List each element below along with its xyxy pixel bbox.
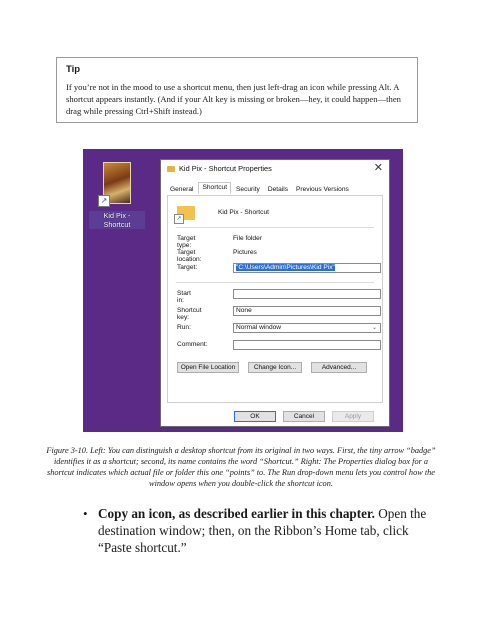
shortcut-panel [167, 195, 383, 403]
folder-icon [177, 206, 195, 220]
tip-box [56, 57, 418, 123]
target-location-label: Target location: [177, 249, 202, 263]
divider [176, 282, 374, 283]
start-in-label: Start in: [177, 290, 191, 304]
desktop-label-line1: Kid Pix - [103, 211, 131, 220]
comment-label: Comment: [177, 341, 208, 348]
target-label: Target: [177, 264, 198, 271]
bullet-bold-text: Copy an icon, as described earlier in this chapter. [98, 506, 375, 521]
tip-body: If you’re not in the mood to use a shortcut menu, then just left-drag an icon while pressing Alt. A shortcut appears instantly. (And if your Alt key is missing or broken—hey, it could happen—then drag while pressing Ctrl+Shift instead.) [66, 82, 401, 116]
bullet-dot: • [83, 506, 88, 521]
tab-previous-versions[interactable]: Previous Versions [296, 186, 349, 193]
dialog-titlebar [161, 160, 389, 178]
tab-strip [167, 184, 354, 194]
ok-button[interactable]: OK [234, 411, 276, 422]
properties-dialog [160, 159, 390, 427]
shortcut-arrow-badge-icon: ↗ [98, 195, 110, 207]
bullet-text: Open the destination window; then, on the Ribbon’s Home tab, click “Paste shortcut.” [98, 506, 427, 555]
target-type-label: Target type: [177, 235, 196, 249]
bullet-item [83, 505, 428, 556]
run-value: Normal window [236, 324, 282, 331]
close-icon[interactable]: ✕ [373, 162, 383, 174]
shortcut-name: Kid Pix - Shortcut [218, 209, 269, 216]
tab-details[interactable]: Details [267, 186, 289, 193]
target-location-value: Pictures [233, 249, 257, 256]
chevron-down-icon: ⌄ [371, 325, 377, 331]
cancel-button[interactable]: Cancel [283, 411, 325, 422]
target-value: "C:\Users\Admin\Pictures\Kid Pix" [236, 264, 335, 271]
change-icon-button[interactable]: Change Icon... [248, 362, 302, 373]
run-label: Run: [177, 324, 191, 331]
desktop-label-line2: Shortcut [103, 220, 131, 229]
tab-general[interactable]: General [170, 186, 194, 193]
target-type-value: File folder [233, 235, 262, 242]
open-file-location-button[interactable]: Open File Location [177, 362, 239, 373]
apply-button[interactable]: Apply [332, 411, 374, 422]
divider [176, 227, 374, 228]
shortcut-arrow-icon: ↗ [174, 214, 184, 224]
start-in-input[interactable] [233, 289, 381, 299]
dialog-title: Kid Pix - Shortcut Properties [179, 164, 272, 173]
desktop-shortcut-label [89, 211, 145, 229]
run-select[interactable] [233, 323, 381, 333]
shortcut-key-label: Shortcut key: [177, 307, 202, 321]
target-input[interactable] [233, 263, 381, 273]
image-thumbnail-icon [100, 162, 131, 205]
shortcut-key-input[interactable]: None [233, 306, 381, 316]
figure-caption: Figure 3-10. Left: You can distinguish a desktop shortcut from its original in two ways. First, the tiny arrow “badge” identifies it as a shortcut; second, its name contains the word “Shortcut.” Right: The Properties dialog box for a shortcut indicates which actual file or folder this one “points” to. The Run drop-down menu lets you control how the window opens when you double-click the shortcut icon. [46, 446, 436, 488]
tab-shortcut[interactable]: Shortcut [198, 182, 231, 194]
tip-title: Tip [66, 64, 81, 75]
figure-screenshot [83, 149, 403, 432]
advanced-button[interactable]: Advanced... [311, 362, 367, 373]
desktop-shortcut-icon[interactable] [89, 162, 145, 229]
tab-security[interactable]: Security [236, 186, 260, 193]
folder-icon [167, 166, 175, 172]
comment-input[interactable] [233, 340, 381, 350]
